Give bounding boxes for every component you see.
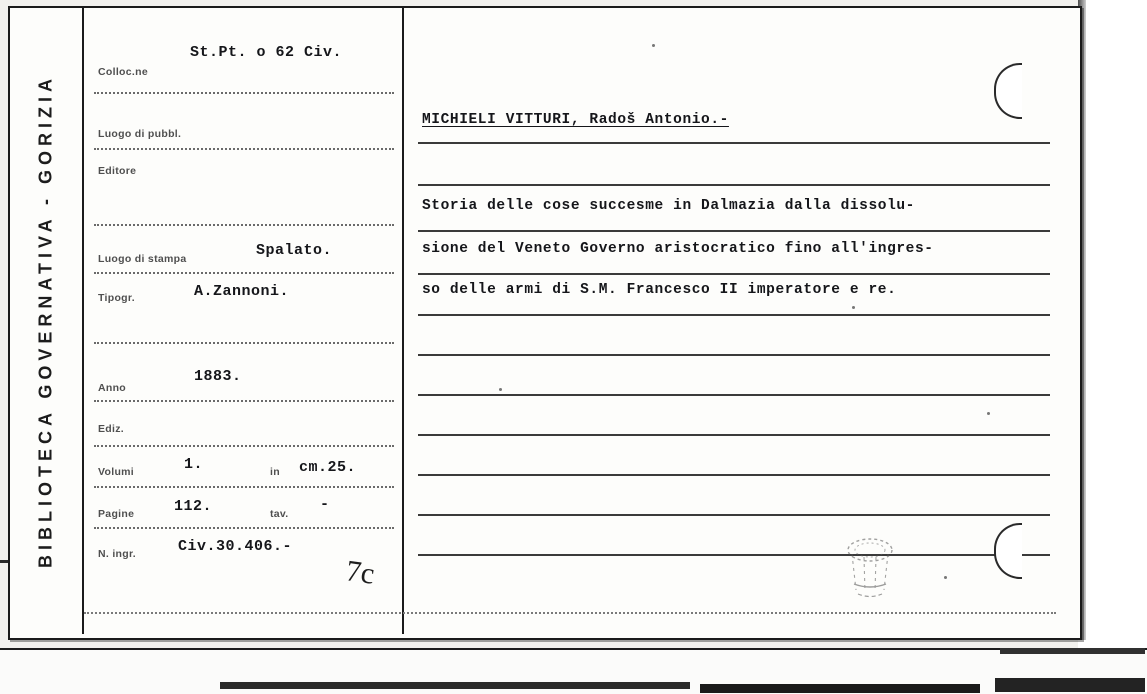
field-label-luogo-pubbl: Luogo di pubbl. xyxy=(98,128,182,140)
field-label-numero-ingresso: N. ingr. xyxy=(98,548,136,560)
field-label-luogo-stampa: Luogo di stampa xyxy=(98,253,187,265)
field-value-formato: cm.25. xyxy=(299,459,357,476)
scan-right-edge xyxy=(1078,0,1147,694)
rule-1 xyxy=(94,92,394,94)
speck xyxy=(987,412,990,415)
field-label-edizione: Ediz. xyxy=(98,423,125,435)
scan-mark-4 xyxy=(1000,648,1145,654)
rule-4 xyxy=(94,272,394,274)
entry-line-3: so delle armi di S.M. Francesco II imperatore e re. xyxy=(422,282,897,298)
field-value-pagine: 112. xyxy=(174,498,213,515)
entry-line-1: Storia delle cose succesme in Dalmazia dalla dissolu- xyxy=(422,198,915,214)
card-bottom-rule xyxy=(84,612,1056,614)
entry-rule-9 xyxy=(418,474,1050,476)
field-label-pagine: Pagine xyxy=(98,508,135,520)
entry-rule-11 xyxy=(418,554,1050,556)
field-label-volumi: Volumi xyxy=(98,466,135,478)
card-right-column xyxy=(404,8,1080,634)
rule-6 xyxy=(94,400,394,402)
field-value-numero-ingresso: Civ.30.406.- xyxy=(178,538,293,555)
entry-heading: MICHIELI VITTURI, Radoš Antonio.- xyxy=(422,112,729,128)
library-stamp xyxy=(834,528,906,602)
entry-rule-1 xyxy=(418,142,1050,144)
field-label-anno: Anno xyxy=(98,382,127,394)
field-value-tipografo: A.Zannoni. xyxy=(194,283,290,300)
entry-rule-10 xyxy=(418,514,1050,516)
library-name: BIBLIOTECA GOVERNATIVA - GORIZIA xyxy=(35,74,56,568)
field-label-tipografo: Tipogr. xyxy=(98,292,135,304)
field-label-tavole: tav. xyxy=(270,508,289,520)
field-value-anno: 1883. xyxy=(194,368,242,385)
entry-rule-6 xyxy=(418,354,1050,356)
pen-annotation: 7c xyxy=(343,554,377,591)
rule-8 xyxy=(94,486,394,488)
rule-9 xyxy=(94,527,394,529)
field-label-in: in xyxy=(270,466,280,478)
entry-rule-2 xyxy=(418,184,1050,186)
field-value-collocazione: St.Pt. o 62 Civ. xyxy=(190,44,343,61)
field-value-luogo-stampa: Spalato. xyxy=(256,242,333,259)
speck xyxy=(499,388,502,391)
card-left-column xyxy=(84,8,404,634)
scan-mark-2 xyxy=(700,684,980,693)
field-label-editore: Editore xyxy=(98,165,137,177)
field-value-tavole: - xyxy=(320,496,330,513)
rule-7 xyxy=(94,445,394,447)
entry-rule-5 xyxy=(418,314,1050,316)
speck xyxy=(652,44,655,47)
entry-line-2: sione del Veneto Governo aristocratico fino all'ingres- xyxy=(422,241,934,257)
field-label-collocazione: Colloc.ne xyxy=(98,66,148,78)
scan-mark-3 xyxy=(995,678,1145,692)
entry-rule-7 xyxy=(418,394,1050,396)
rule-3 xyxy=(94,224,394,226)
rule-2 xyxy=(94,148,394,150)
speck xyxy=(852,306,855,309)
field-value-volumi: 1. xyxy=(184,456,204,473)
entry-rule-4 xyxy=(418,273,1050,275)
speck xyxy=(944,576,947,579)
card-body xyxy=(84,8,1080,638)
entry-rule-3 xyxy=(418,230,1050,232)
library-spine xyxy=(10,8,84,634)
catalog-card xyxy=(8,6,1082,640)
entry-rule-8 xyxy=(418,434,1050,436)
rule-5 xyxy=(94,342,394,344)
scan-mark-1 xyxy=(220,682,690,689)
